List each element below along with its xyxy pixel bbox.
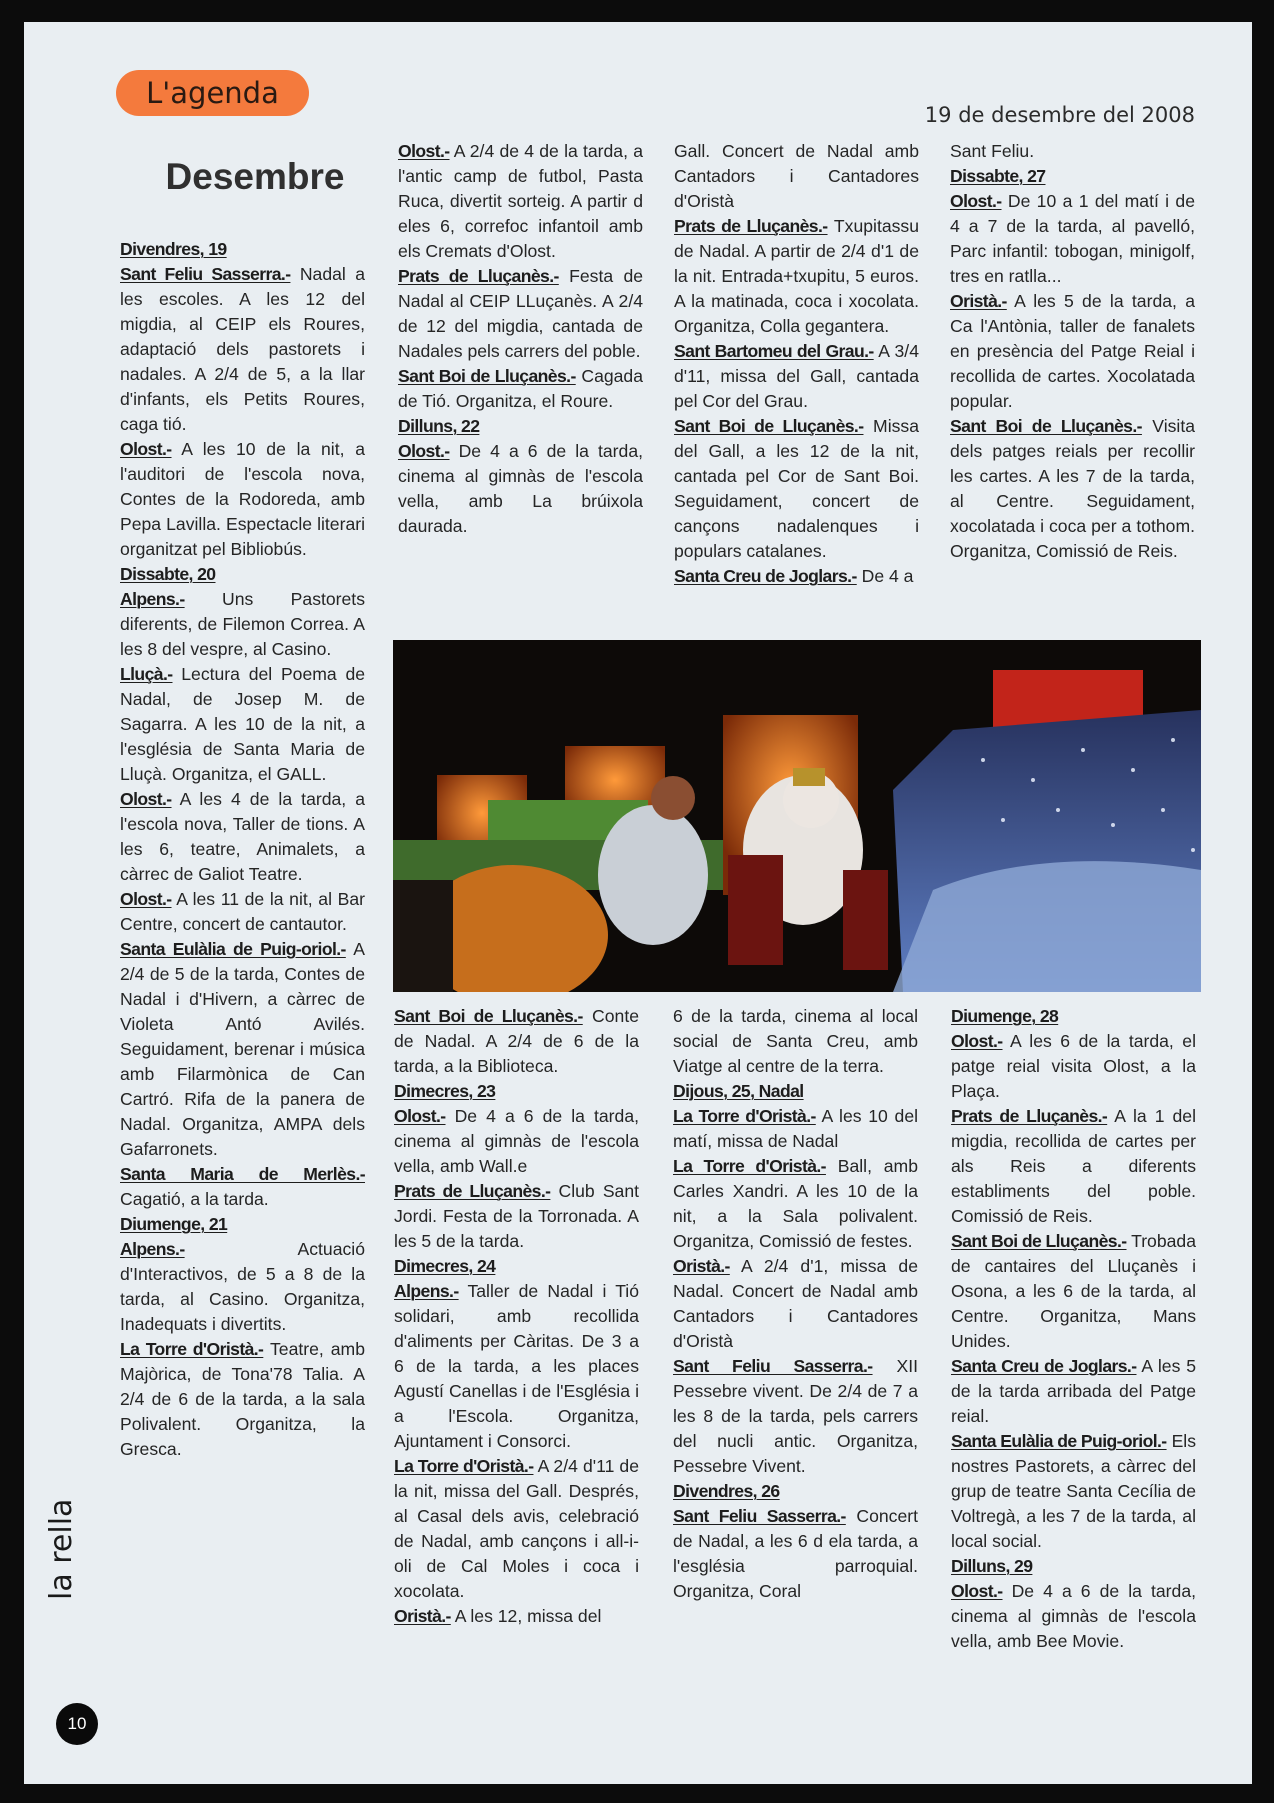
entry-location: Prats de Lluçanès.- — [674, 216, 828, 236]
entry-location: Olost.- — [120, 439, 172, 459]
agenda-entry — [120, 662, 365, 787]
day-label: Dimecres, 24 — [394, 1256, 496, 1276]
agenda-entry — [951, 1029, 1196, 1104]
agenda-entry — [394, 1104, 639, 1179]
entry-text: Cagatió, a la tarda. — [120, 1189, 269, 1209]
agenda-column-2-bottom — [394, 1004, 639, 1680]
entry-text: A 3/4 d'11, missa del Gall, cantada pel Cor del Grau. — [674, 341, 919, 411]
day-label: Dissabte, 27 — [950, 166, 1046, 186]
entry-location: Santa Eulàlia de Puig-oriol.- — [951, 1431, 1167, 1451]
entry-text: Taller de Nadal i Tió solidari, amb recollida d'aliments per Càritas. De 3 a 6 de la tarda, a les places Agustí Canellas i de l'Església i a l'Escola. Organitza, Ajuntament i Consorci. — [394, 1281, 639, 1451]
day-heading — [950, 164, 1195, 189]
agenda-column-2-top — [398, 139, 643, 619]
day-heading — [120, 1212, 365, 1237]
issue-date: 19 de desembre del 2008 — [924, 103, 1195, 127]
entry-text: Visita dels patges reials per recollir les cartes. A les 7 de la tarda, al Centre. Seguidament, xocolatada i coca per a tothom. Organitza, Comissió de Reis. — [950, 416, 1195, 561]
day-heading — [398, 414, 643, 439]
entry-location: Olost.- — [120, 789, 172, 809]
entry-location: Alpens.- — [394, 1281, 459, 1301]
entry-text: Lectura del Poema de Nadal, de Josep M. de Sagarra. A les 10 de la nit, a l'església de Santa Maria de Lluçà. Organitza, el GALL. — [120, 664, 365, 784]
entry-location: Sant Boi de Lluçanès.- — [950, 416, 1142, 436]
agenda-entry — [950, 139, 1195, 164]
month-heading: Desembre — [165, 156, 345, 197]
agenda-entry — [120, 587, 365, 662]
entry-text: A les 5 de la tarda arribada del Patge reial. — [951, 1356, 1196, 1426]
day-heading — [951, 1004, 1196, 1029]
entry-text: Uns Pastorets diferents, de Filemon Correa. A les 8 del vespre, al Casino. — [120, 589, 365, 659]
entry-text: A 2/4 d'1, missa de Nadal. Concert de Nadal amb Cantadors i Cantadores d'Oristà — [673, 1256, 918, 1351]
day-label: Dimecres, 23 — [394, 1081, 496, 1101]
agenda-column-3-top — [674, 139, 919, 619]
entry-location: Alpens.- — [120, 589, 185, 609]
day-heading — [394, 1254, 639, 1279]
entry-location: Olost.- — [951, 1581, 1003, 1601]
agenda-entry — [120, 262, 365, 437]
entry-text: De 4 a 6 de la tarda, cinema al gimnàs de l'escola vella, amb Wall.e — [394, 1106, 639, 1176]
day-label: Dilluns, 29 — [951, 1556, 1033, 1576]
entry-location: Olost.- — [120, 889, 172, 909]
entry-text: Teatre, amb Majòrica, de Tona'78 Talia. A 2/4 de 6 de la tarda, a la sala Polivalent. Organitza, la Gresca. — [120, 1339, 365, 1459]
entry-text: Concert de Nadal, a les 6 d ela tarda, a l'església parroquial. Organitza, Coral — [673, 1506, 918, 1601]
agenda-entry — [394, 1454, 639, 1604]
day-label: Divendres, 19 — [120, 239, 227, 259]
agenda-entry — [398, 364, 643, 414]
entry-location: Prats de Lluçanès.- — [398, 266, 559, 286]
entry-text: 6 de la tarda, cinema al local social de Santa Creu, amb Viatge al centre de la terra. — [673, 1006, 918, 1076]
day-label: Dissabte, 20 — [120, 564, 216, 584]
agenda-entry — [673, 1254, 918, 1354]
entry-text: De 4 a — [861, 566, 914, 586]
entry-text: Trobada de cantaires del Lluçanès i Osona, a les 6 de la tarda, al Centre. Organitza, Mans Unides. — [951, 1231, 1196, 1351]
entry-text: Els nostres Pastorets, a càrrec del grup de teatre Santa Cecília de Voltregà, a les 7 de la tarda, al local social. — [951, 1431, 1196, 1551]
agenda-entry — [951, 1104, 1196, 1229]
day-heading — [394, 1079, 639, 1104]
day-label: Dilluns, 22 — [398, 416, 480, 436]
agenda-entry — [673, 1354, 918, 1479]
entry-text: A 2/4 de 5 de la tarda, Contes de Nadal i d'Hivern, a càrrec de Violeta Antó Avilés. Seguidament, berenar i música amb Filarmònica de Can Cartró. Rifa de la panera de Nadal. Organitza, AMPA dels Gafarronets. — [120, 939, 365, 1159]
entry-text: A 2/4 d'11 de la nit, missa del Gall. Després, al Casal dels avis, celebració de Nadal, amb cançons i all-i-oli de Cal Moles i coca i xocolata. — [394, 1456, 639, 1601]
entry-text: A les 4 de la tarda, a l'escola nova, Taller de tions. A les 6, teatre, Animalets, a càrrec de Galiot Teatre. — [120, 789, 365, 884]
entry-location: Olost.- — [398, 441, 450, 461]
agenda-entry — [120, 1162, 365, 1212]
agenda-column-3-bottom — [673, 1004, 918, 1680]
entry-text: Sant Feliu. — [950, 141, 1035, 161]
entry-location: La Torre d'Oristà.- — [673, 1106, 816, 1126]
agenda-entry — [950, 414, 1195, 564]
entry-text: A les 6 de la tarda, el patge reial visita Olost, a la Plaça. — [951, 1031, 1196, 1101]
entry-location: Olost.- — [951, 1031, 1003, 1051]
day-heading — [673, 1079, 918, 1104]
agenda-entry — [120, 437, 365, 562]
entry-text: A les 10 de la nit, a l'auditori de l'escola nova, Contes de la Rodoreda, amb Pepa Lavilla. Espectacle literari organitzat pel Bibliobús. — [120, 439, 365, 559]
entry-location: Santa Eulàlia de Puig-oriol.- — [120, 939, 346, 959]
entry-location: Olost.- — [394, 1106, 446, 1126]
entry-text: A les 12, missa del — [454, 1606, 602, 1626]
entry-location: Sant Feliu Sasserra.- — [673, 1506, 846, 1526]
agenda-entry — [950, 189, 1195, 289]
entry-location: Olost.- — [398, 141, 450, 161]
entry-text: Festa de Nadal al CEIP LLuçanès. A 2/4 de 12 del migdia, cantada de Nadales pels carrers del poble. — [398, 266, 643, 361]
day-heading — [120, 562, 365, 587]
entry-text: Nadal a les escoles. A les 12 del migdia, al CEIP els Roures, adaptació dels pastorets i nadales. A 2/4 de 5, a la llar d'infants, els Petits Roures, caga tió. — [120, 264, 365, 434]
agenda-entry — [120, 1337, 365, 1462]
entry-text: A 2/4 de 4 de la tarda, a l'antic camp de futbol, Pasta Ruca, divertit sorteig. A partir d eles 6, correfoc infantoil amb els Cremats d'Olost. — [398, 141, 643, 261]
agenda-column-1 — [120, 237, 365, 1677]
entry-text: A les 11 de la nit, al Bar Centre, concert de cantautor. — [120, 889, 365, 934]
entry-location: Sant Boi de Lluçanès.- — [398, 366, 576, 386]
three-kings-photo — [393, 640, 1201, 992]
entry-location: Prats de Lluçanès.- — [394, 1181, 551, 1201]
entry-location: Alpens.- — [120, 1239, 185, 1259]
day-label: Divendres, 26 — [673, 1481, 780, 1501]
entry-text: De 4 a 6 de la tarda, cinema al gimnàs de l'escola vella, amb Bee Movie. — [951, 1581, 1196, 1651]
agenda-entry — [673, 1104, 918, 1154]
entry-location: Santa Creu de Joglars.- — [674, 566, 857, 586]
agenda-entry — [394, 1604, 639, 1629]
entry-text: De 4 a 6 de la tarda, cinema al gimnàs de l'escola vella, amb La brúixola daurada. — [398, 441, 643, 536]
agenda-column-4-bottom — [951, 1004, 1196, 1680]
agenda-entry — [674, 139, 919, 214]
entry-location: Sant Feliu Sasserra.- — [673, 1356, 873, 1376]
agenda-entry — [120, 937, 365, 1162]
day-label: Diumenge, 28 — [951, 1006, 1059, 1026]
agenda-entry — [951, 1229, 1196, 1354]
entry-text: Actuació d'Interactivos, de 5 a 8 de la tarda, al Casino. Organitza, Inadequats i divertits. — [120, 1239, 365, 1334]
agenda-entry — [673, 1004, 918, 1079]
agenda-column-4-top — [950, 139, 1195, 619]
entry-location: Prats de Lluçanès.- — [951, 1106, 1108, 1126]
agenda-entry — [951, 1579, 1196, 1654]
entry-location: Sant Feliu Sasserra.- — [120, 264, 291, 284]
day-heading — [120, 237, 365, 262]
agenda-entry — [398, 439, 643, 539]
entry-location: Olost.- — [950, 191, 1002, 211]
agenda-entry — [674, 414, 919, 564]
agenda-entry — [398, 139, 643, 264]
day-heading — [673, 1479, 918, 1504]
entry-text: A les 10 del matí, missa de Nadal — [673, 1106, 918, 1151]
day-label: Dijous, 25, Nadal — [673, 1081, 804, 1101]
entry-text: Club Sant Jordi. Festa de la Torronada. A les 5 de la tarda. — [394, 1181, 639, 1251]
agenda-entry — [394, 1279, 639, 1454]
agenda-entry — [120, 1237, 365, 1337]
agenda-entry — [674, 564, 919, 589]
entry-text: De 10 a 1 del matí i de 4 a 7 de la tarda, al pavelló, Parc infantil: tobogan, minigolf, tres en ratlla... — [950, 191, 1195, 286]
entry-location: Sant Bartomeu del Grau.- — [674, 341, 874, 361]
entry-location: Oristà.- — [673, 1256, 730, 1276]
agenda-entry — [120, 887, 365, 937]
page-number: 10 — [56, 1703, 98, 1745]
agenda-entry — [951, 1354, 1196, 1429]
day-label: Diumenge, 21 — [120, 1214, 228, 1234]
entry-location: La Torre d'Oristà.- — [120, 1339, 264, 1359]
agenda-entry — [674, 214, 919, 339]
entry-location: Santa Creu de Joglars.- — [951, 1356, 1137, 1376]
agenda-entry — [673, 1504, 918, 1604]
day-heading — [951, 1554, 1196, 1579]
entry-text: Txupitassu de Nadal. A partir de 2/4 d'1 de la nit. Entrada+txupitu, 5 euros. A la matinada, coca i xocolata. Organitza, Colla gegantera. — [674, 216, 919, 336]
agenda-entry — [120, 787, 365, 887]
agenda-entry — [673, 1154, 918, 1254]
entry-text: Cagada de Tió. Organitza, el Roure. — [398, 366, 643, 411]
entry-location: Santa Maria de Merlès.- — [120, 1164, 365, 1184]
entry-text: Missa del Gall, a les 12 de la nit, cantada pel Cor de Sant Boi. Seguidament, concert de cançons nadalenques i populars catalanes. — [674, 416, 919, 561]
entry-text: Gall. Concert de Nadal amb Cantadors i Cantadores d'Oristà — [674, 141, 919, 211]
entry-location: Sant Boi de Lluçanès.- — [951, 1231, 1127, 1251]
entry-text: A les 5 de la tarda, a Ca l'Antònia, taller de fanalets en presència del Patge Reial i recollida de cartes. Xocolatada popular. — [950, 291, 1195, 411]
entry-text: XII Pessebre vivent. De 2/4 de 7 a les 8 de la tarda, pels carrers del nucli antic. Organitza, Pessebre Vivent. — [673, 1356, 918, 1476]
entry-location: Oristà.- — [394, 1606, 451, 1626]
agenda-entry — [398, 264, 643, 364]
agenda-entry — [394, 1004, 639, 1079]
entry-location: Lluçà.- — [120, 664, 173, 684]
magazine-brand: la rella — [44, 1498, 79, 1600]
section-tag: L'agenda — [116, 70, 309, 116]
entry-text: Ball, amb Carles Xandri. A les 10 de la nit, a la Sala polivalent. Organitza, Comissió de festes. — [673, 1156, 918, 1251]
agenda-entry — [394, 1179, 639, 1254]
agenda-entry — [950, 289, 1195, 414]
entry-location: La Torre d'Oristà.- — [673, 1156, 826, 1176]
entry-location: Sant Boi de Lluçanès.- — [674, 416, 864, 436]
entry-location: Oristà.- — [950, 291, 1007, 311]
entry-location: Sant Boi de Lluçanès.- — [394, 1006, 583, 1026]
agenda-entry — [951, 1429, 1196, 1554]
entry-text: A la 1 del migdia, recollida de cartes per als Reis a diferents establiments del poble. Comissió de Reis. — [951, 1106, 1196, 1226]
entry-location: La Torre d'Oristà.- — [394, 1456, 534, 1476]
entry-text: Conte de Nadal. A 2/4 de 6 de la tarda, a la Biblioteca. — [394, 1006, 639, 1076]
agenda-entry — [674, 339, 919, 414]
